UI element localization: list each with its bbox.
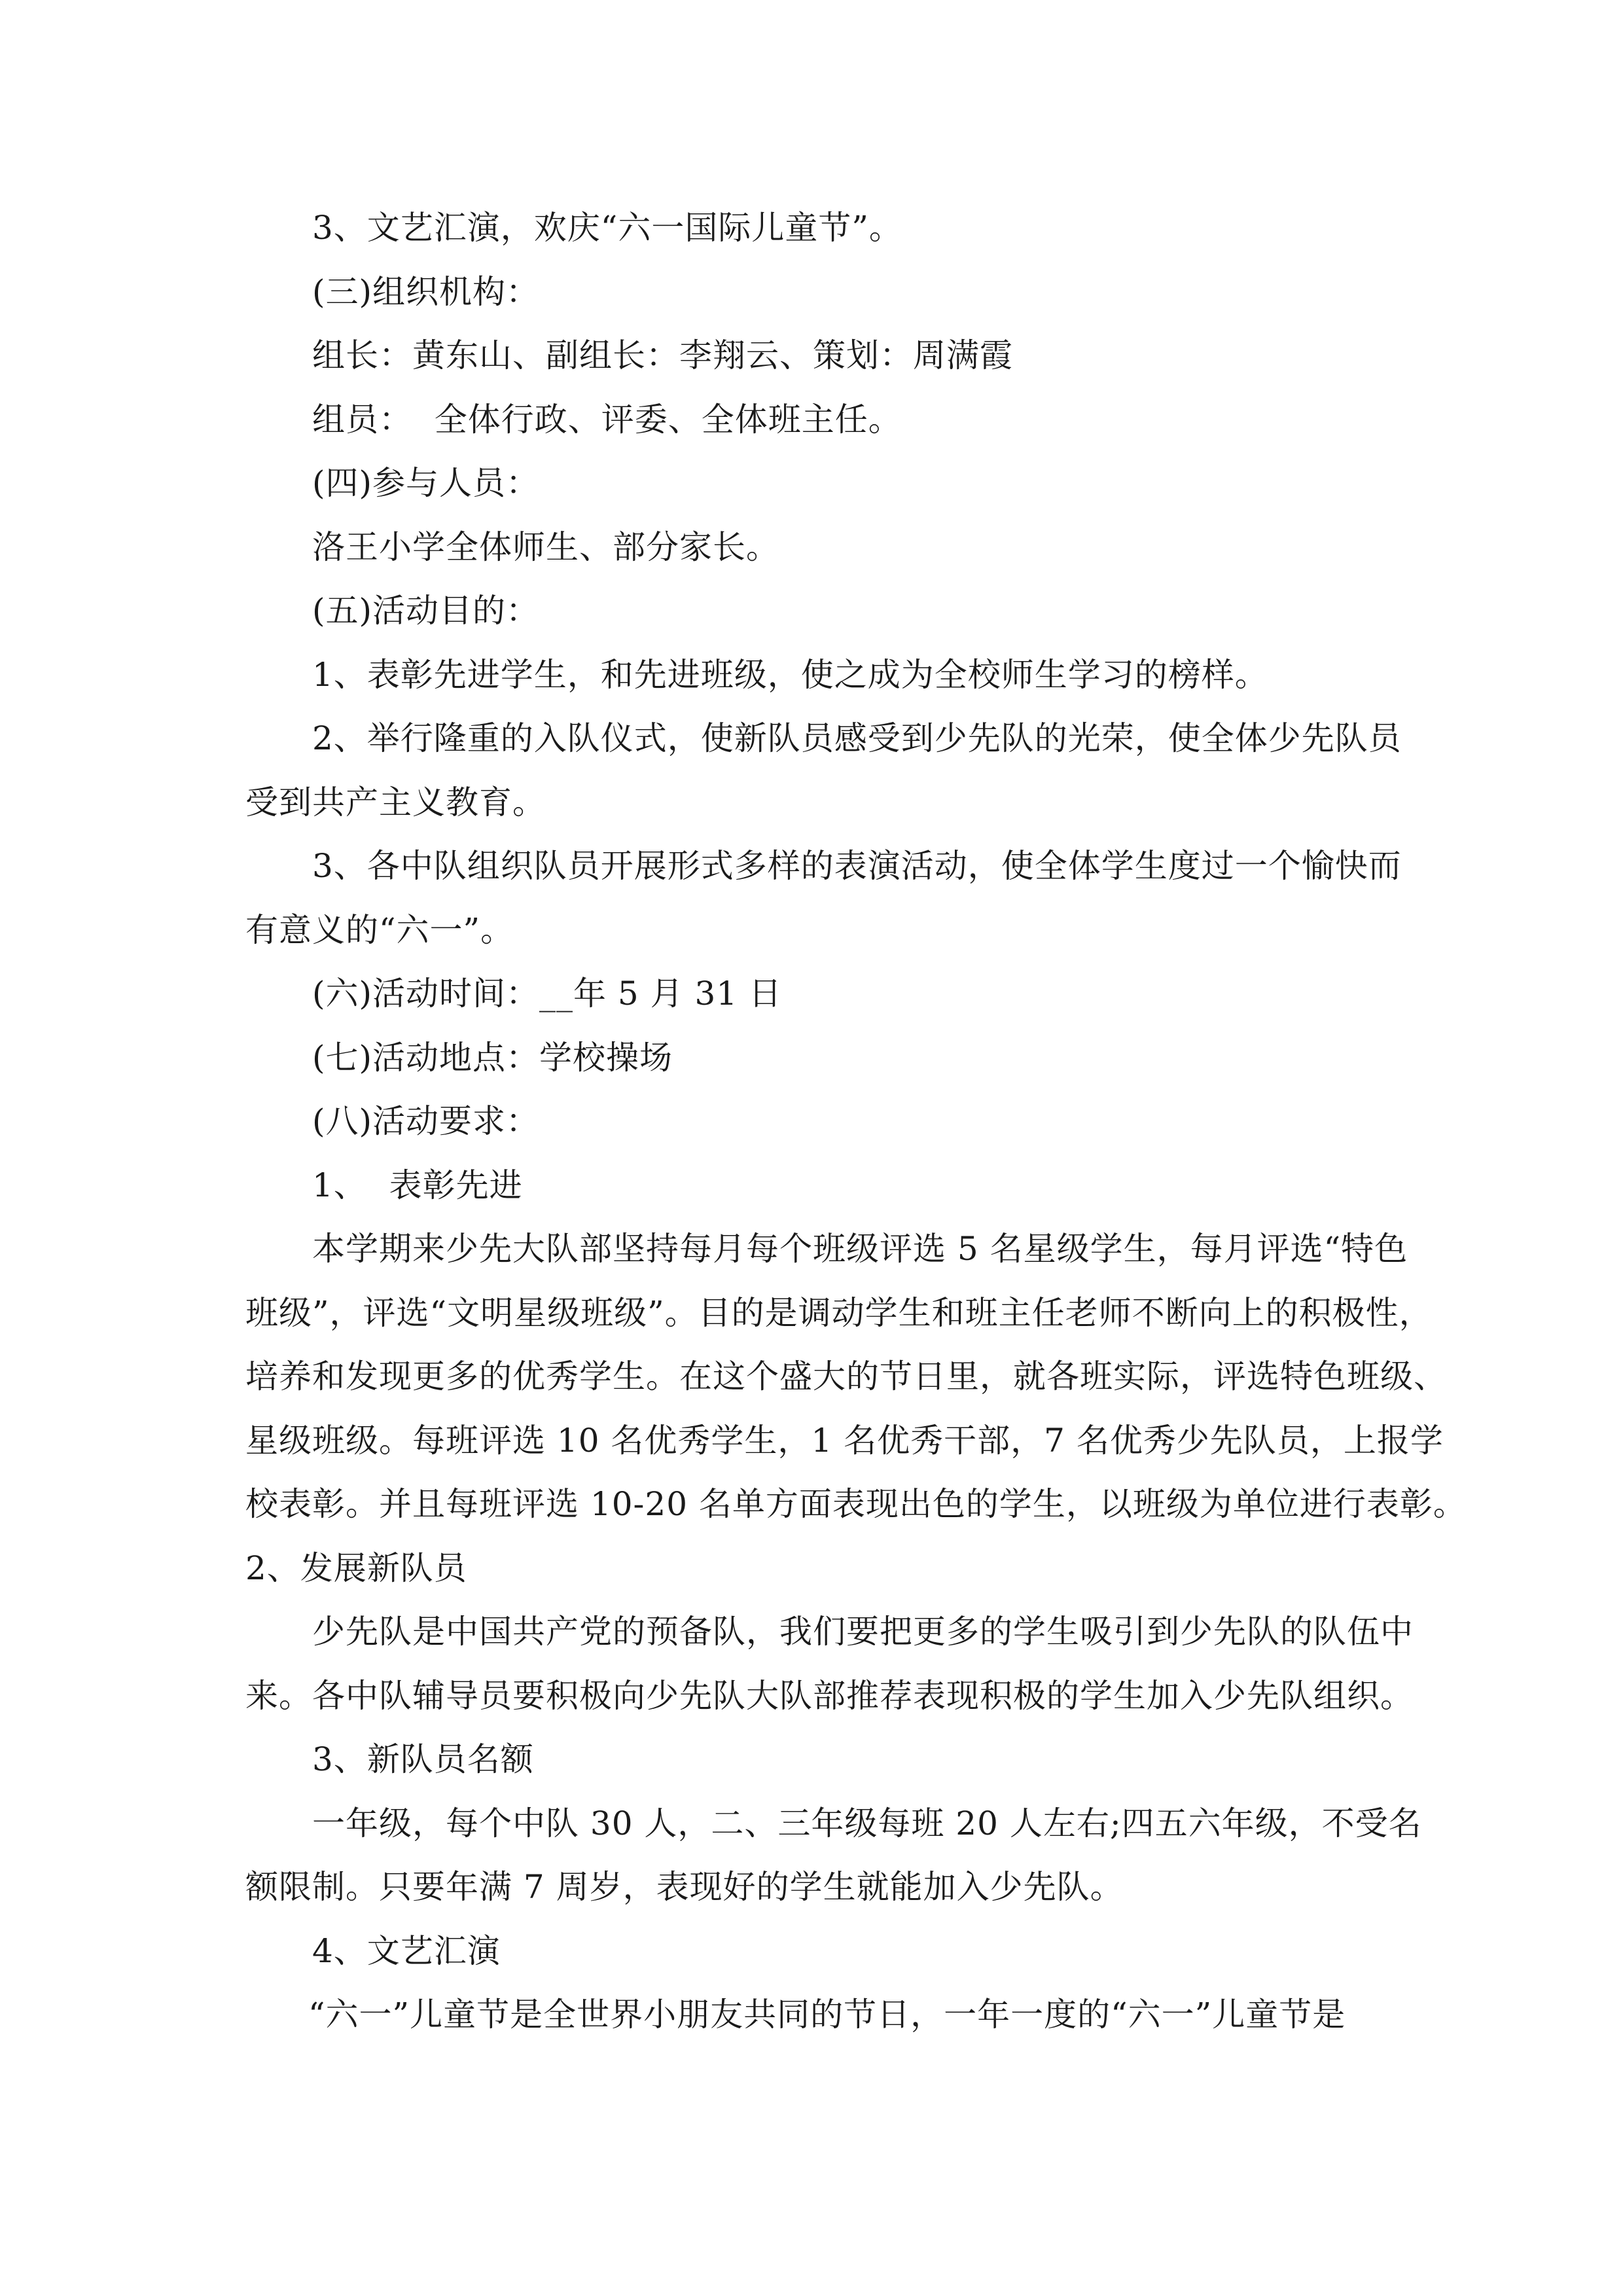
section-heading: (六)活动时间：__年 5 月 31 日 (312, 975, 783, 1013)
text-line: 组员： 全体行政、评委、全体班主任。 (312, 400, 902, 439)
subsection-heading: 2、发展新队员 (245, 1549, 467, 1587)
section-heading: (五)活动目的： (312, 592, 540, 630)
text-line: 1、表彰先进学生，和先进班级，使之成为全校师生学习的榜样。 (312, 655, 1268, 694)
text-line: 洛王小学全体师生、部分家长。 (312, 528, 779, 566)
subsection-heading: 4、文艺汇演 (312, 1931, 501, 1970)
section-heading: (四)参与人员： (312, 464, 540, 502)
subsection-heading: 1、 表彰先进 (312, 1166, 523, 1204)
text-line: 有意义的“六一”。 (245, 910, 514, 949)
text-line: 星级班级。每班评选 10 名优秀学生，1 名优秀干部，7 名优秀少先队员，上报学 (245, 1421, 1444, 1460)
text-line: 少先队是中国共产党的预备队，我们要把更多的学生吸引到少先队的队伍中 (312, 1613, 1414, 1651)
text-line: 3、文艺汇演，欢庆“六一国际儿童节”。 (312, 209, 902, 247)
text-line: 班级”，评选“文明星级班级”。目的是调动学生和班主任老师不断向上的积极性， (245, 1293, 1433, 1332)
document-body (245, 196, 1467, 2047)
text-line: “六一”儿童节是全世界小朋友共同的节日，一年一度的“六一”儿童节是 (308, 1996, 1346, 2034)
text-line: 一年级，每个中队 30 人，二、三年级每班 20 人左右;四五六年级，不受名 (312, 1804, 1422, 1842)
subsection-heading: 3、新队员名额 (312, 1740, 534, 1778)
text-line: 2、举行隆重的入队仪式，使新队员感受到少先队的光荣，使全体少先队员 (312, 719, 1402, 757)
text-line: 校表彰。并且每班评选 10-20 名单方面表现出色的学生，以班级为单位进行表彰。 (245, 1485, 1467, 1523)
text-line: 来。各中队辅导员要积极向少先队大队部推荐表现积极的学生加入少先队组织。 (245, 1676, 1414, 1715)
section-heading: (七)活动地点：学校操场 (312, 1038, 673, 1077)
text-line: 组长：黄东山、副组长：李翔云、策划：周满霞 (312, 336, 1013, 374)
text-line: 3、各中队组织队员开展形式多样的表演活动，使全体学生度过一个愉快而 (312, 847, 1402, 885)
text-line: 受到共产主义教育。 (245, 783, 546, 821)
section-heading: (三)组织机构： (312, 272, 540, 311)
text-line: 额限制。只要年满 7 周岁，表现好的学生就能加入少先队。 (245, 1868, 1124, 1906)
text-line: 本学期来少先大队部坚持每月每个班级评选 5 名星级学生，每月评选“特色 (312, 1230, 1408, 1268)
section-heading: (八)活动要求： (312, 1102, 540, 1140)
text-line: 培养和发现更多的优秀学生。在这个盛大的节日里，就各班实际，评选特色班级、 (245, 1357, 1447, 1395)
